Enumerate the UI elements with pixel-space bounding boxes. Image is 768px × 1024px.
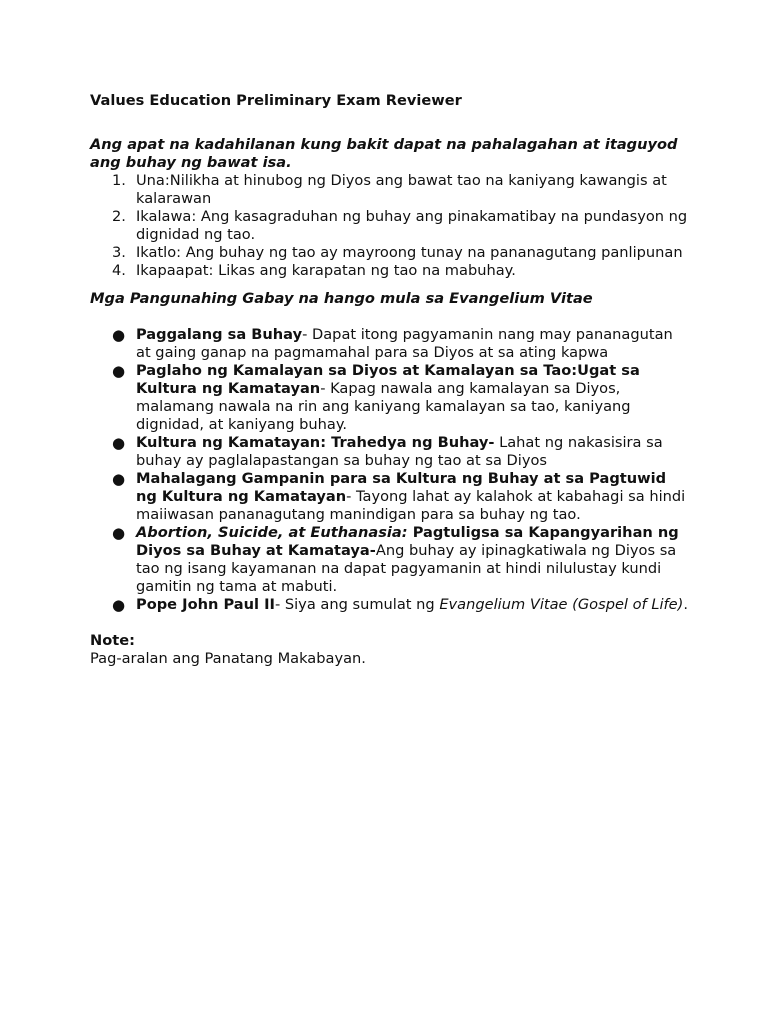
bullet-icon: ●	[112, 596, 126, 614]
list-item-number: 1.	[112, 172, 126, 189]
book-title: Evangelium Vitae (Gospel of Life)	[439, 596, 684, 613]
list-item-number: 3.	[112, 244, 126, 261]
list-item-number: 2.	[112, 208, 126, 225]
guide-term: Kultura ng Kamatayan: Trahedya ng Buhay-	[136, 434, 495, 451]
guide-description-end: .	[683, 596, 688, 613]
bullet-icon: ●	[112, 434, 126, 452]
list-item	[90, 208, 690, 244]
reasons-list	[90, 172, 690, 280]
guide-term: Pope John Paul II	[136, 596, 275, 613]
guide-term: Pagtuligsa sa Kapangyarihan ng Diyos sa Buhay at Kamataya-	[136, 524, 679, 559]
note-label: Note:	[90, 632, 135, 649]
list-item	[90, 434, 690, 470]
section-heading-reasons: Ang apat na kadahilanan kung bakit dapat na pahalagahan at itaguyod ang buhay ng bawat isa.	[90, 136, 678, 171]
bullet-icon: ●	[112, 524, 126, 542]
list-item-text: Ikalawa: Ang kasagraduhan ng buhay ang pinakamatibay na pundasyon ng dignidad ng tao.	[136, 208, 688, 243]
section-heading-guides: Mga Pangunahing Gabay na hango mula sa Evangelium Vitae	[90, 290, 593, 307]
guides-list	[90, 326, 690, 614]
bullet-icon: ●	[112, 470, 126, 488]
list-item	[90, 596, 690, 614]
guide-term: Paggalang sa Buhay	[136, 326, 303, 343]
list-item-text: Ikapaapat: Likas ang karapatan ng tao na mabuhay.	[136, 262, 516, 279]
list-item	[90, 362, 690, 434]
note-text: Pag-aralan ang Panatang Makabayan.	[90, 650, 366, 667]
guide-term: Mahalagang Gampanin para sa Kultura ng Buhay at sa Pagtuwid ng Kultura ng Kamatayan	[136, 470, 667, 505]
list-item	[90, 524, 690, 596]
bullet-icon: ●	[112, 326, 126, 344]
list-item	[90, 262, 690, 280]
list-item	[90, 172, 690, 208]
list-item-number: 4.	[112, 262, 126, 279]
document-page	[90, 92, 690, 668]
guide-term-italic: Abortion, Suicide, at Euthanasia:	[136, 524, 408, 541]
list-item	[90, 244, 690, 262]
list-item-text: Una:Nilikha at hinubog ng Diyos ang bawat tao na kaniyang kawangis at kalarawan	[136, 172, 667, 207]
list-item-text: Ikatlo: Ang buhay ng tao ay mayroong tunay na pananagutang panlipunan	[136, 244, 683, 261]
guide-description: - Dapat itong pagyamanin nang may pananagutan at gaing ganap na pagmamahal para sa Diyos at sa ating kapwa	[136, 326, 673, 361]
guide-description: - Tayong lahat ay kalahok at kabahagi sa hindi maiiwasan pananagutang manindigan para sa buhay ng tao.	[136, 488, 686, 523]
guide-description: Ang buhay ay ipinagkatiwala ng Diyos sa tao ng isang kayamanan na dapat pagyamanin at hindi nilulustay kundi gamitin ng tama at mabuti.	[136, 542, 677, 595]
guide-description: - Siya ang sumulat ng	[274, 596, 440, 613]
bullet-icon: ●	[112, 362, 126, 380]
guide-description: - Kapag nawala ang kamalayan sa Diyos, malamang nawala na rin ang kaniyang kamalayan sa tao, kaniyang dignidad, at kaniyang buhay.	[136, 380, 631, 433]
guide-description: Lahat ng nakasisira sa buhay ay paglalapastangan sa buhay ng tao at sa Diyos	[136, 434, 663, 469]
list-item	[90, 470, 690, 524]
document-title: Values Education Preliminary Exam Reviewer	[90, 92, 462, 109]
list-item	[90, 326, 690, 362]
guide-term: Paglaho ng Kamalayan sa Diyos at Kamalayan sa Tao:Ugat sa Kultura ng Kamatayan	[136, 362, 640, 397]
